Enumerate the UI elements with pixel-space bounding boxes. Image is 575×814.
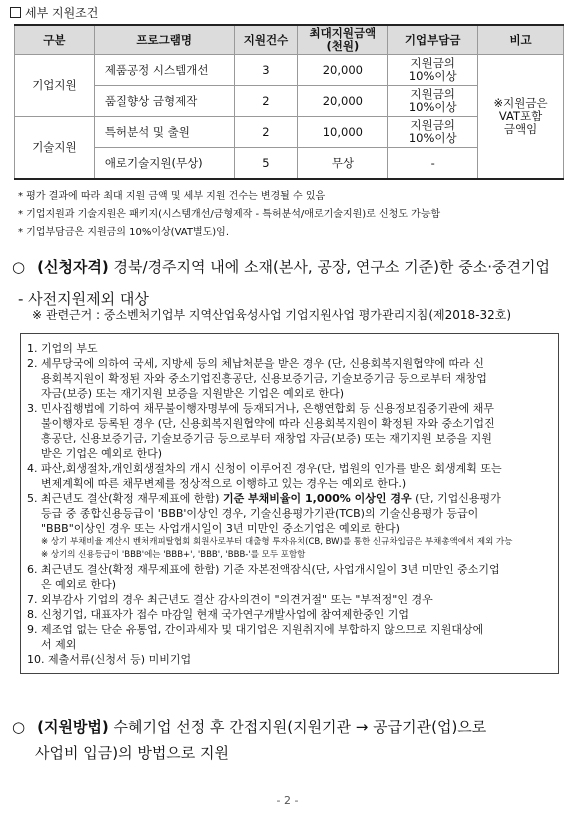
burden-cell: - bbox=[388, 148, 478, 180]
list-item: 2. 세무당국에 의하여 국세, 지방세 등의 체납처분을 받은 경우 (단, 신용회복지원협약에 따라 신 bbox=[27, 357, 484, 370]
list-item: 10. 제출서류(신청서 등) 미비기업 bbox=[27, 653, 192, 666]
header-burden: 기업부담금 bbox=[388, 25, 478, 55]
eligibility-label: (신청자격) bbox=[37, 258, 109, 276]
count-cell: 3 bbox=[234, 55, 298, 86]
burden-cell bbox=[388, 55, 478, 86]
list-item-cont: "BBB"이상인 경우 또는 사업개시일이 3년 미만인 중소기업은 예외로 한다) bbox=[41, 522, 400, 535]
list-item-cont: 불이행자로 등록된 경우 (단, 신용회복지원협약에 따라 신용회복지원이 확정된 자와 중소기업진 bbox=[41, 417, 495, 430]
burden-text: 지원금의 10%이상 bbox=[408, 56, 457, 83]
eligibility-text: 경북/경주지역 내에 소재(본사, 공장, 연구소 기준)한 중소·중견기업 bbox=[108, 258, 550, 276]
checkbox-square-icon bbox=[10, 7, 21, 18]
program-cell: 애로기술지원(무상) bbox=[94, 148, 234, 180]
header-amount bbox=[298, 25, 388, 55]
burden-text: 지원금의 10%이상 bbox=[408, 87, 457, 114]
header-remark: 비고 bbox=[478, 25, 564, 55]
page-number: - 2 - bbox=[276, 794, 299, 807]
remark-text: ※지원금은 VAT포함 금액임 bbox=[493, 96, 548, 136]
exclusion-list bbox=[27, 341, 554, 667]
method-text1: 수혜기업 선정 후 간접지원(지원기관 → 공급기관(업)으로 bbox=[108, 718, 487, 736]
group-cell-tech: 기술지원 bbox=[15, 117, 95, 180]
note-line: * 평가 결과에 따라 최대 지원 금액 및 세부 지원 건수는 변경될 수 있음 bbox=[18, 191, 326, 202]
list-item: 9. 제조업 없는 단순 유통업, 간이과세자 및 대기업은 지원취지에 부합하지 않으므로 지원대상에 bbox=[27, 623, 484, 636]
note-line: * 기업부담금은 지원금의 10%이상(VAT별도)임. bbox=[18, 227, 230, 238]
list-item: 1. 기업의 부도 bbox=[27, 342, 98, 355]
circle-bullet-icon: ○ bbox=[12, 718, 26, 736]
list-item: 8. 신청기업, 대표자가 접수 마감일 현재 국가연구개발사업에 참여제한중인 기업 bbox=[27, 608, 409, 621]
amount-cell: 20,000 bbox=[298, 86, 388, 117]
burden-text: 지원금의 10%이상 bbox=[408, 118, 457, 145]
exclusion-subheading: - 사전지원제외 대상 bbox=[18, 290, 149, 308]
section-heading bbox=[10, 4, 98, 21]
burden-cell bbox=[388, 117, 478, 148]
header-count: 지원건수 bbox=[234, 25, 298, 55]
table-notes bbox=[18, 188, 440, 242]
item5-pre: 5. 최근년도 결산(확정 재무제표에 한함) bbox=[27, 492, 223, 505]
program-cell: 제품공정 시스템개선 bbox=[94, 55, 234, 86]
method-label: (지원방법) bbox=[37, 718, 109, 736]
header-program: 프로그램명 bbox=[94, 25, 234, 55]
amount-cell: 10,000 bbox=[298, 117, 388, 148]
section-title: 세부 지원조건 bbox=[25, 6, 99, 20]
method-paragraph bbox=[12, 714, 567, 766]
list-item bbox=[27, 491, 554, 506]
item5-post: (단, 기업신용평가 bbox=[411, 492, 501, 505]
list-item-cont: 자금(보증) 또는 재기지원 보증을 지원받은 기업은 예외로 한다) bbox=[41, 387, 344, 400]
burden-cell bbox=[388, 86, 478, 117]
eligibility-heading bbox=[12, 256, 550, 277]
legal-basis: ※ 관련근거 : 중소벤처기업부 지역산업육성사업 기업지원사업 평가관리지침(제2018-32호) bbox=[32, 308, 512, 322]
list-item-cont: 은 예외로 한다) bbox=[41, 578, 117, 591]
list-item-cont: 변제계획에 따른 채무변제를 정상적으로 이행하고 있는 경우는 예외로 한다.) bbox=[41, 477, 407, 490]
list-item-cont: 받은 기업은 예외로 한다) bbox=[41, 447, 163, 460]
table-row bbox=[15, 55, 564, 86]
list-item: 3. 민사집행법에 기하여 채무불이행자명부에 등재되거나, 은행연합회 등 신용정보집중기관에 채무 bbox=[27, 402, 495, 415]
list-item-cont: 등급 중 종합신용등급이 'BBB'이상인 경우, 기술신용평가기관(TCB)의 기술신용평가 등급이 bbox=[41, 507, 479, 520]
method-line1 bbox=[12, 714, 567, 740]
item5-bold: 기준 부채비율이 1,000% 이상인 경우 bbox=[222, 492, 412, 505]
list-item-cont: 서 제외 bbox=[41, 638, 77, 651]
header-amount-text: 최대지원금액 (천원) bbox=[309, 26, 377, 53]
method-line2: 사업비 입금)의 방법으로 지원 bbox=[35, 744, 230, 762]
count-cell: 2 bbox=[234, 86, 298, 117]
table-header-row bbox=[15, 25, 564, 55]
program-cell: 품질향상 금형제작 bbox=[94, 86, 234, 117]
header-category: 구분 bbox=[15, 25, 95, 55]
amount-cell: 무상 bbox=[298, 148, 388, 180]
circle-bullet-icon: ○ bbox=[12, 258, 26, 276]
group-cell-company: 기업지원 bbox=[15, 55, 95, 117]
list-item: 7. 외부감사 기업의 경우 최근년도 결산 감사의견이 "의견거절" 또는 "부적정"인 경우 bbox=[27, 593, 433, 606]
list-subnote: ※ 상기 부채비율 계산시 벤처캐피탈협회 회원사로부터 대출형 투자유치(CB, BW)를 통한 신규차입금은 부채총액에서 제외 가능 bbox=[41, 537, 513, 547]
list-subnote: ※ 상기의 신용등급이 'BBB'에는 'BBB+', 'BBB', 'BBB-'를 모두 포함함 bbox=[41, 550, 306, 560]
remark-cell bbox=[478, 55, 564, 180]
list-item: 4. 파산,회생절차,개인회생절차의 개시 신청이 이루어진 경우(단, 법원의 인가를 받은 회생계획 또는 bbox=[27, 462, 502, 475]
count-cell: 5 bbox=[234, 148, 298, 180]
program-cell: 특허분석 및 출원 bbox=[94, 117, 234, 148]
list-item-cont: 흥공단, 신용보증기금, 기술보증기금 등으로부터 재창업 자금(보증) 또는 재기지원 보증을 지원 bbox=[41, 432, 492, 445]
count-cell: 2 bbox=[234, 117, 298, 148]
list-item: 6. 최근년도 결산(확정 재무제표에 한함) 기준 자본전액잠식(단, 사업개시일이 3년 미만인 중소기업 bbox=[27, 563, 500, 576]
amount-cell: 20,000 bbox=[298, 55, 388, 86]
list-item-cont: 용회복지원이 확정된 자와 중소기업진흥공단, 신용보증기금, 기술보증기금 등으로부터 재창업 bbox=[41, 372, 487, 385]
support-conditions-table bbox=[14, 24, 564, 180]
note-line: * 기업지원과 기술지원은 패키지(시스템개선/금형제작 - 특허분석/애로기술지원)로 신청도 가능함 bbox=[18, 209, 441, 220]
